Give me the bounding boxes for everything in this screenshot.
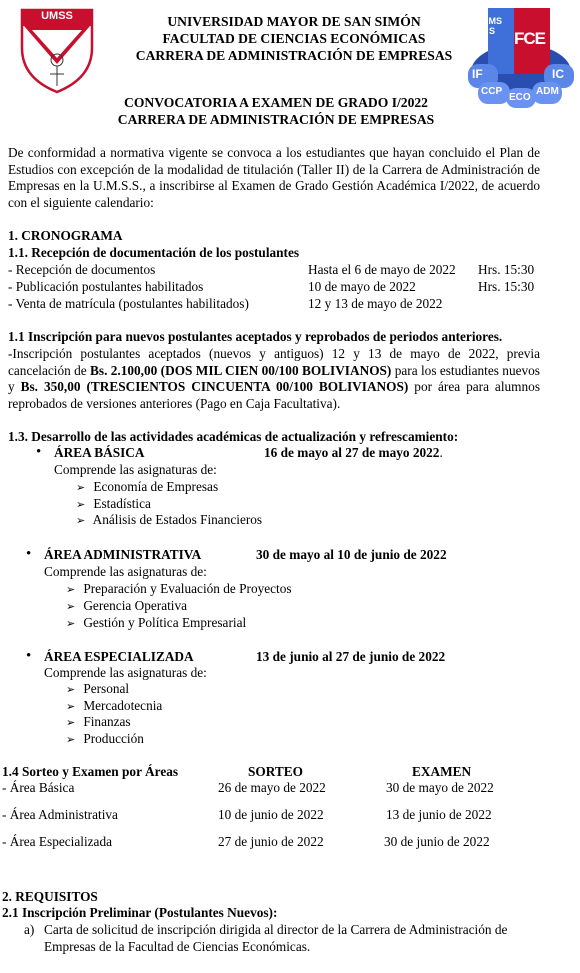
- fce-logo-if: IF: [472, 67, 483, 81]
- university-name: UNIVERSIDAD MAYOR DE SAN SIMÓN: [167, 14, 421, 29]
- sorteo-row-sorteo: 10 de junio de 2022: [218, 807, 324, 822]
- requirement-a-marker: a): [24, 922, 35, 937]
- area-name: ÁREA BÁSICA: [54, 445, 145, 460]
- section-1-1-title: 1.1. Recepción de documentación de los postulantes: [8, 245, 300, 260]
- fce-logo-fce: FCE: [514, 29, 545, 48]
- inscripcion-title: 1.1 Inscripción para nuevos postulantes aceptados y reprobados de periodos anteriores.: [8, 329, 503, 344]
- examen-column-header: EXAMEN: [412, 764, 472, 779]
- section-2-title: 2. REQUISITOS: [2, 889, 98, 904]
- subject-item: ➢ Gestión y Política Empresarial: [66, 615, 246, 633]
- schedule-row-time: Hrs. 15:30: [478, 262, 535, 277]
- inscripcion-text-1: -Inscripción postulantes aceptados (nuevos y antiguos) 12 y 13 de mayo de 2022, previa cancelación de: [8, 346, 540, 378]
- bullet-icon: •: [36, 444, 42, 460]
- section-2-1-title: 2.1 Inscripción Preliminar (Postulantes Nuevos):: [2, 905, 278, 920]
- arrow-right-icon: ➢: [66, 734, 76, 746]
- subject-item: ➢ Personal: [66, 681, 129, 699]
- area-intro: Comprende las asignaturas de:: [44, 665, 207, 680]
- convocatoria-subtitle: CARRERA DE ADMINISTRACIÓN DE EMPRESAS: [117, 112, 435, 127]
- arrow-right-icon: ➢: [66, 601, 76, 613]
- section-1-title: 1. CRONOGRAMA: [8, 228, 123, 243]
- inscripcion-text-3: por área para alumnos reprobados de versiones anteriores (Pago en Caja Facultativa).: [8, 379, 540, 412]
- subject-item: ➢ Finanzas: [66, 714, 131, 732]
- arrow-right-icon: ➢: [66, 584, 76, 596]
- faculty-name: FACULTAD DE CIENCIAS ECONÓMICAS: [162, 31, 426, 46]
- fce-logo-ccp: CCP: [481, 86, 503, 97]
- area-dates: 30 de mayo al 10 de junio de 2022: [256, 547, 447, 562]
- sorteo-row-sorteo: 27 de junio de 2022: [218, 834, 324, 849]
- fce-logo-eco: ECO: [509, 92, 531, 103]
- schedule-row-label: - Venta de matrícula (postulantes habilitados): [8, 296, 249, 311]
- career-name: CARRERA DE ADMINISTRACIÓN DE EMPRESAS: [135, 48, 453, 63]
- bullet-icon: •: [26, 648, 32, 664]
- section-1-3-title: 1.3. Desarrollo de las actividades académicas de actualización y refrescamiento:: [8, 429, 459, 444]
- umss-logo-text: UMSS: [41, 10, 73, 22]
- bullet-icon: •: [26, 546, 32, 562]
- area-name: ÁREA ESPECIALIZADA: [44, 649, 194, 664]
- arrow-right-icon: ➢: [76, 482, 86, 494]
- sorteo-row-examen: 30 de junio de 2022: [384, 834, 490, 849]
- schedule-row-time: Hrs. 15:30: [478, 279, 535, 294]
- fce-logo-umss: UMSS: [482, 16, 502, 36]
- sorteo-row-area: - Área Especializada: [2, 834, 112, 849]
- sorteo-row-area: - Área Básica: [2, 780, 75, 795]
- fce-logo-ic: IC: [552, 67, 564, 81]
- schedule-row-date: 10 de mayo de 2022: [308, 279, 416, 294]
- inscripcion-amount-repeat: Bs. 350,00 (TRESCIENTOS CINCUENTA 00/100 BOLIVIANOS): [20, 379, 409, 395]
- arrow-right-icon: ➢: [76, 499, 86, 511]
- subject-item: ➢ Gerencia Operativa: [66, 598, 187, 616]
- area-intro: Comprende las asignaturas de:: [54, 462, 217, 477]
- sorteo-row-examen: 30 de mayo de 2022: [386, 780, 494, 795]
- intro-paragraph: De conformidad a normativa vigente se convoca a los estudiantes que hayan concluido el Plan de Estudios con excepción de la modalidad de titulación (Taller II) de la Carrera de Administración de Empresas en la U.M.S.S., a inscribirse al Examen de Grado Gestión Académica I/2022, de acuerdo con el siguiente calendario:: [8, 145, 540, 211]
- schedule-row-date: 12 y 13 de mayo de 2022: [308, 296, 443, 311]
- area-intro: Comprende las asignaturas de:: [44, 564, 207, 579]
- inscripcion-text-2: para los estudiantes nuevos y: [8, 362, 540, 395]
- sorteo-row-sorteo: 26 de mayo de 2022: [218, 780, 326, 795]
- schedule-row-date: Hasta el 6 de mayo de 2022: [308, 262, 456, 277]
- subject-item: ➢ Estadística: [76, 496, 151, 514]
- area-dates: 16 de mayo al 27 de mayo 2022.: [264, 445, 443, 460]
- schedule-row-label: - Publicación postulantes habilitados: [8, 279, 204, 294]
- area-name: ÁREA ADMINISTRATIVA: [44, 547, 202, 562]
- fce-logo-adm: ADM: [536, 86, 559, 97]
- sorteo-column-header: SORTEO: [248, 764, 303, 779]
- arrow-right-icon: ➢: [66, 717, 76, 729]
- subject-item: ➢ Economía de Empresas: [76, 479, 218, 497]
- sorteo-row-area: - Área Administrativa: [2, 807, 118, 822]
- requirement-a-text: Carta de solicitud de inscripción dirigida al director de la Carrera de Administración de Empresas de la Facultad de Ciencias Económicas.: [44, 922, 508, 954]
- sorteo-title: 1.4 Sorteo y Examen por Áreas: [2, 764, 179, 779]
- schedule-row-label: - Recepción de documentos: [8, 262, 156, 277]
- arrow-right-icon: ➢: [66, 618, 76, 630]
- sorteo-row-examen: 13 de junio de 2022: [386, 807, 492, 822]
- convocatoria-title: CONVOCATORIA A EXAMEN DE GRADO I/2022: [124, 95, 428, 110]
- subject-item: ➢ Producción: [66, 731, 144, 749]
- inscripcion-paragraph: [8, 346, 540, 413]
- arrow-right-icon: ➢: [66, 684, 76, 696]
- subject-item: ➢ Análisis de Estados Financieros: [76, 512, 262, 530]
- area-dates: 13 de junio al 27 de junio de 2022: [256, 649, 446, 664]
- arrow-right-icon: ➢: [66, 701, 76, 713]
- subject-item: ➢ Preparación y Evaluación de Proyectos: [66, 581, 292, 599]
- arrow-right-icon: ➢: [76, 515, 86, 527]
- inscripcion-amount-new: Bs. 2.100,00 (DOS MIL CIEN 00/100 BOLIVIANOS): [90, 362, 392, 378]
- subject-item: ➢ Mercadotecnia: [66, 698, 162, 716]
